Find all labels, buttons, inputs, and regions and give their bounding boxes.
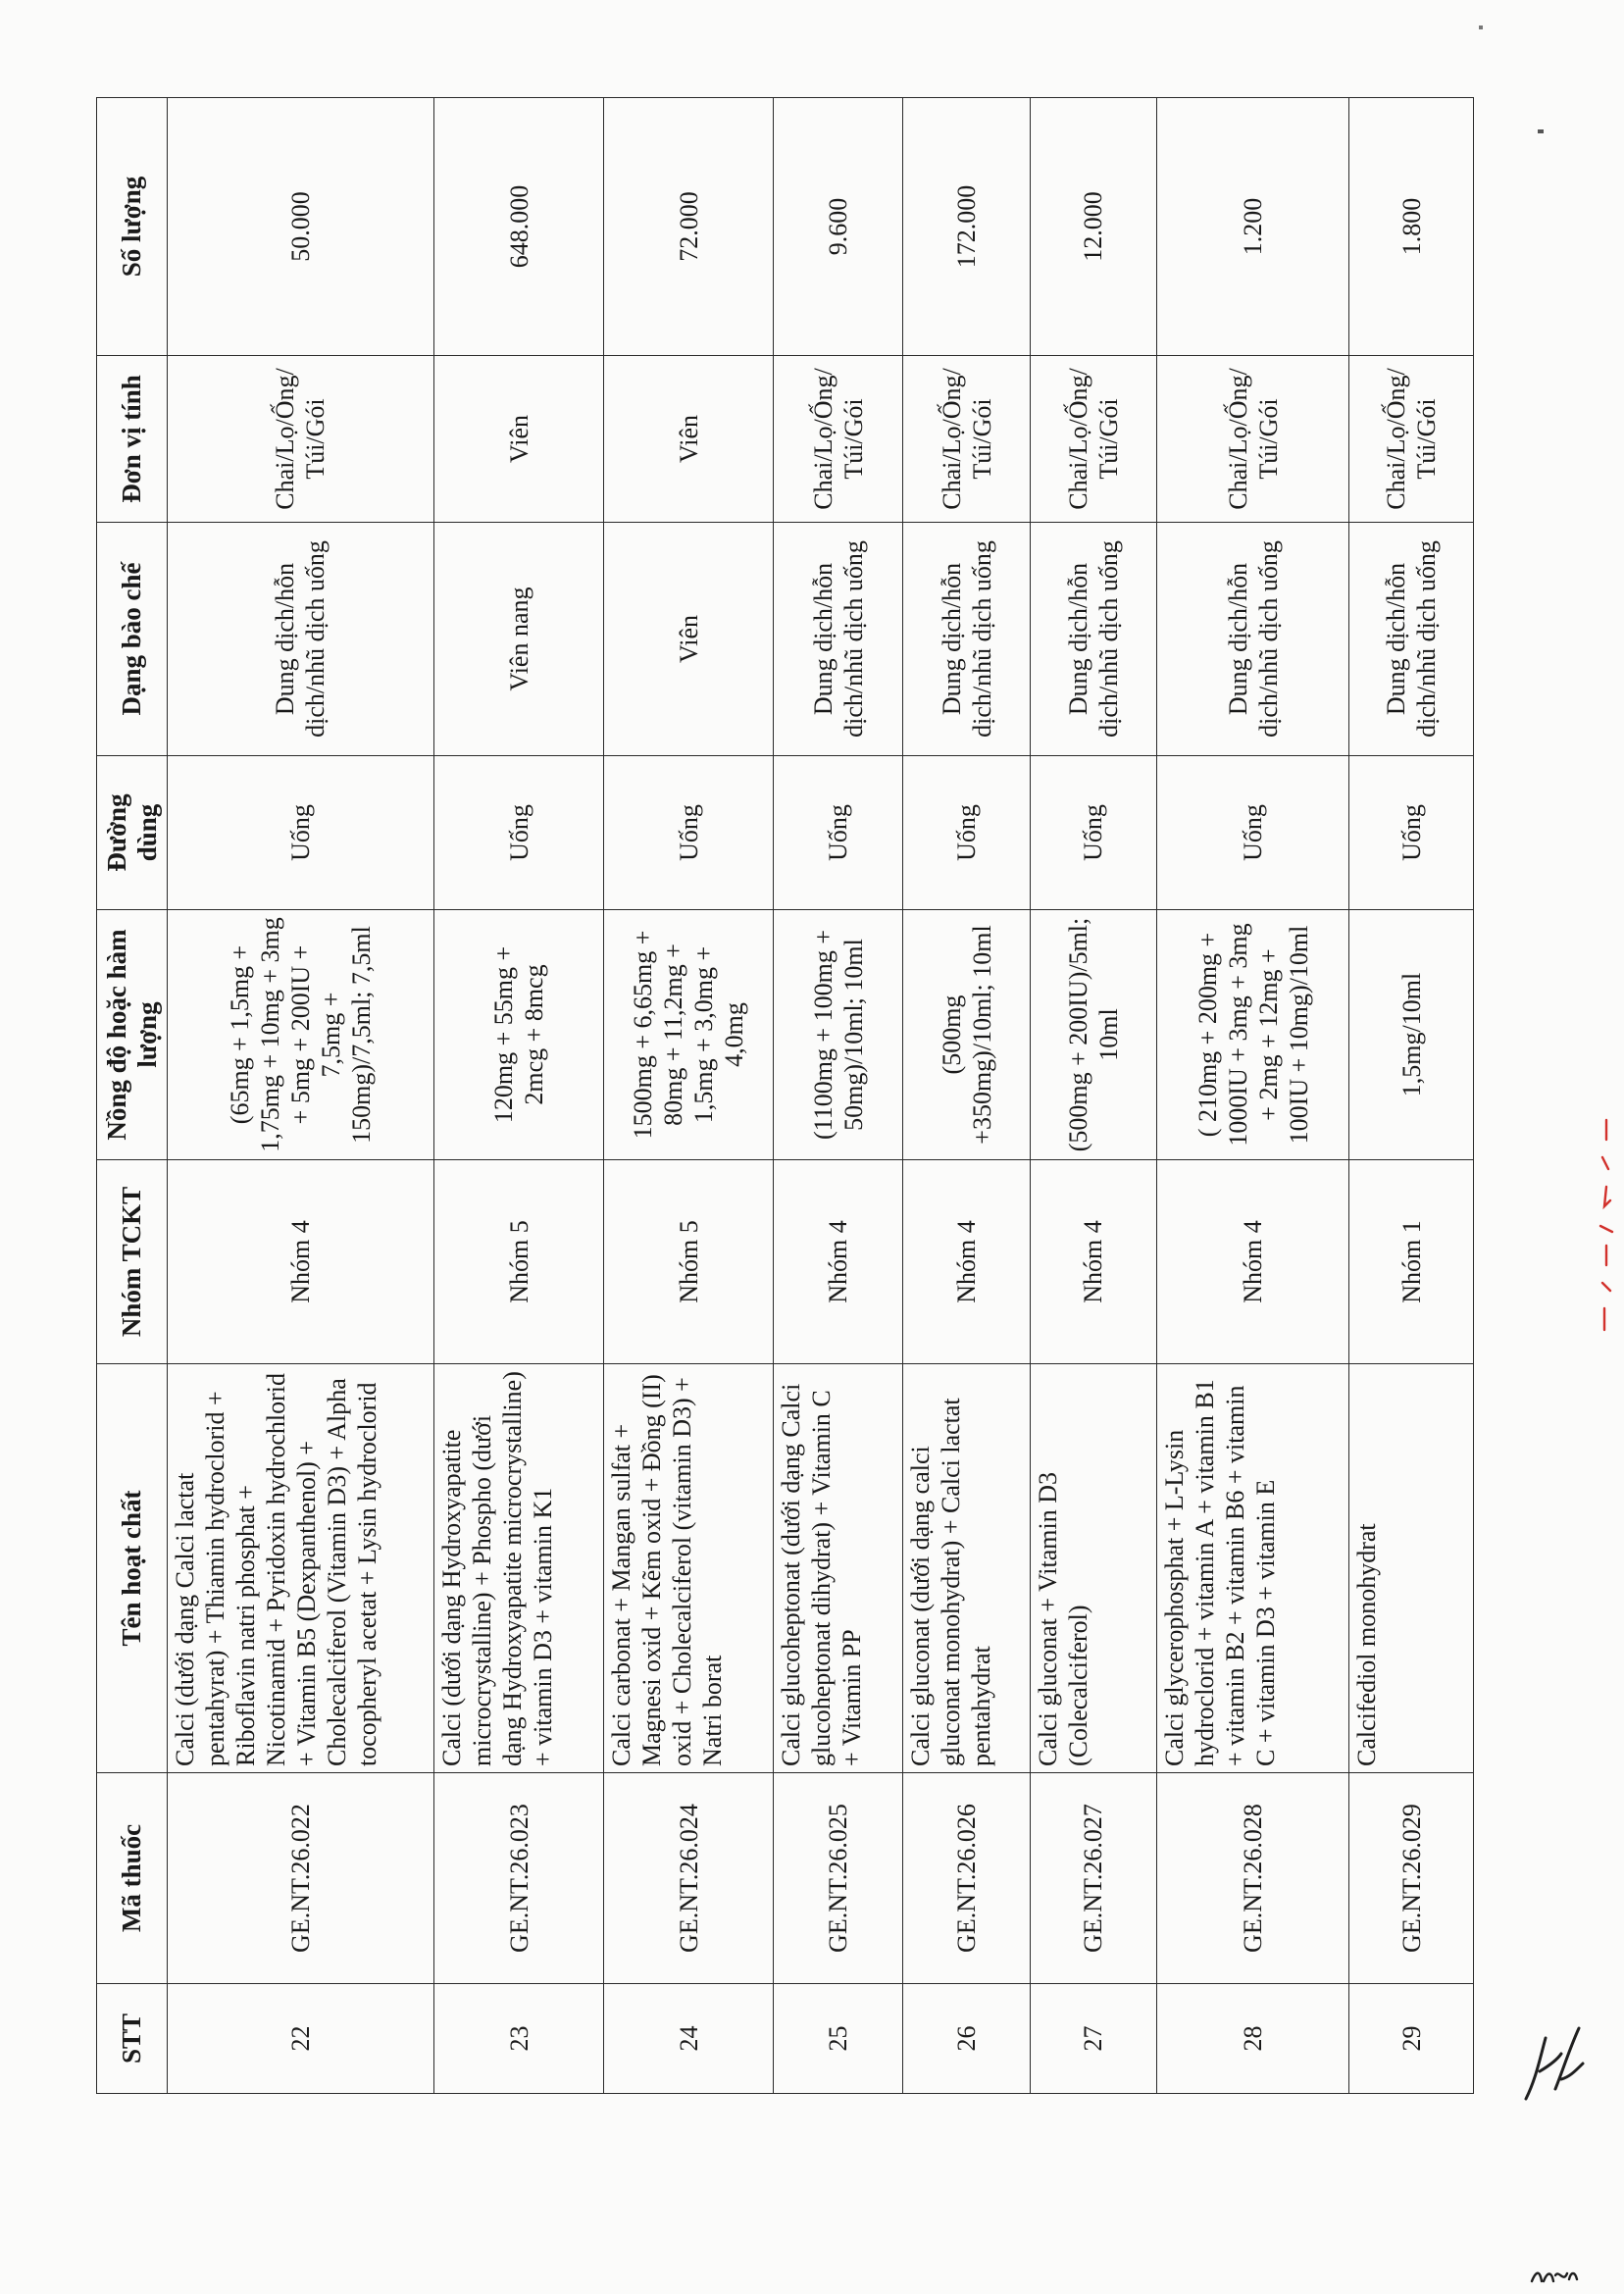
cell-qty: 1.200 <box>1156 98 1349 356</box>
cell-group: Nhóm 4 <box>774 1160 903 1364</box>
cell-group: Nhóm 4 <box>903 1160 1031 1364</box>
cell-strength: (500mg +350mg)/10ml; 10ml <box>903 910 1031 1160</box>
table-row <box>774 98 903 2094</box>
cell-group: Nhóm 4 <box>1156 1160 1349 1364</box>
cell-strength: 1,5mg/10ml <box>1349 910 1474 1160</box>
header-row <box>97 98 168 2094</box>
footer-initials <box>1530 2266 1579 2285</box>
cell-qty: 50.000 <box>168 98 434 356</box>
cell-qty: 12.000 <box>1030 98 1156 356</box>
header-route: Đường dùng <box>97 756 168 910</box>
header-form: Dạng bào chế <box>97 523 168 756</box>
header-unit: Đơn vị tính <box>97 356 168 523</box>
cell-stt: 24 <box>604 1984 774 2094</box>
cell-unit: Chai/Lọ/Ống/ Túi/Gói <box>1156 356 1349 523</box>
cell-route: Uống <box>433 756 604 910</box>
cell-strength: (1100mg + 100mg + 50mg)/10ml; 10ml <box>774 910 903 1160</box>
cell-ingredient: Calcifediol monohydrat <box>1349 1364 1474 1773</box>
cell-unit: Chai/Lọ/Ống/ Túi/Gói <box>1030 356 1156 523</box>
cell-form: Dung dịch/hỗn dịch/nhũ dịch uống <box>1156 523 1349 756</box>
cell-code: GE.NT.26.022 <box>168 1773 434 1984</box>
cell-stt: 29 <box>1349 1984 1474 2094</box>
cell-ingredient: Calci carbonat + Mangan sulfat + Magnesi oxid + Kẽm oxid + Đồng (II) oxid + Cholecalciferol (vitamin D3) + Natri borat <box>604 1364 774 1773</box>
cell-route: Uống <box>604 756 774 910</box>
cell-unit: Chai/Lọ/Ống/ Túi/Gói <box>774 356 903 523</box>
cell-route: Uống <box>774 756 903 910</box>
table-row <box>433 98 604 2094</box>
cell-ingredient: Calci glycerophosphat + L-Lysin hydroclorid + vitamin A + vitamin B1 + vitamin B2 + vitamin B6 + vitamin C + vitamin D3 + vitamin E <box>1156 1364 1349 1773</box>
cell-stt: 25 <box>774 1984 903 2094</box>
cell-form: Dung dịch/hỗn dịch/nhũ dịch uống <box>903 523 1031 756</box>
cell-code: GE.NT.26.027 <box>1030 1773 1156 1984</box>
cell-route: Uống <box>1349 756 1474 910</box>
cell-form: Dung dịch/hỗn dịch/nhũ dịch uống <box>1030 523 1156 756</box>
cell-code: GE.NT.26.028 <box>1156 1773 1349 1984</box>
cell-ingredient: Calci gluconat (dưới dạng calci gluconat monohydrat) + Calci lactat pentahydrat <box>903 1364 1031 1773</box>
cell-stt: 27 <box>1030 1984 1156 2094</box>
drug-table <box>96 97 1474 2094</box>
cell-stt: 26 <box>903 1984 1031 2094</box>
cell-code: GE.NT.26.025 <box>774 1773 903 1984</box>
header-strength: Nồng độ hoặc hàm lượng <box>97 910 168 1160</box>
cell-code: GE.NT.26.024 <box>604 1773 774 1984</box>
cell-form: Dung dịch/hỗn dịch/nhũ dịch uống <box>774 523 903 756</box>
cell-qty: 172.000 <box>903 98 1031 356</box>
cell-stt: 23 <box>433 1984 604 2094</box>
cell-form: Viên <box>604 523 774 756</box>
header-qty: Số lượng <box>97 98 168 356</box>
table-row <box>168 98 434 2094</box>
cell-ingredient: Calci (dưới dạng Calci lactat pentahyrat) + Thiamin hydroclorid + Riboflavin natri phosphat + Nicotinamid + Pyridoxin hydrochlorid + Vitamin B5 (Dexpanthenol) + Cholecalciferol (Vitamin D3) + Alpha tocopheryl acetat + Lysin hydroclorid <box>168 1364 434 1773</box>
header-stt: STT <box>97 1984 168 2094</box>
header-group: Nhóm TCKT <box>97 1160 168 1364</box>
cell-strength: (65mg + 1,5mg + 1,75mg + 10mg + 3mg + 5mg + 200IU + 7,5mg + 150mg)/7,5ml; 7,5ml <box>168 910 434 1160</box>
cell-group: Nhóm 1 <box>1349 1160 1474 1364</box>
table-row <box>1349 98 1474 2094</box>
cell-group: Nhóm 4 <box>168 1160 434 1364</box>
cell-stt: 28 <box>1156 1984 1349 2094</box>
cell-code: GE.NT.26.029 <box>1349 1773 1474 1984</box>
cell-strength: 1500mg + 6,65mg + 80mg + 11,2mg + 1,5mg + 3,0mg + 4,0mg <box>604 910 774 1160</box>
cell-route: Uống <box>168 756 434 910</box>
cell-route: Uống <box>903 756 1031 910</box>
cell-ingredient: Calci (dưới dạng Hydroxyapatite microcrystalline) + Phospho (dưới dạng Hydroxyapatite microcrystalline) + vitamin D3 + vitamin K1 <box>433 1364 604 1773</box>
cell-unit: Chai/Lọ/Ống/ Túi/Gói <box>168 356 434 523</box>
header-code: Mã thuốc <box>97 1773 168 1984</box>
cell-qty: 9.600 <box>774 98 903 356</box>
ink-speck <box>1538 129 1544 133</box>
cell-route: Uống <box>1030 756 1156 910</box>
cell-strength: (500mg + 200IU)/5ml; 10ml <box>1030 910 1156 1160</box>
cell-form: Dung dịch/hỗn dịch/nhũ dịch uống <box>1349 523 1474 756</box>
signature-initials <box>1518 2020 1589 2107</box>
cell-group: Nhóm 5 <box>604 1160 774 1364</box>
cell-qty: 72.000 <box>604 98 774 356</box>
red-margin-mark <box>1595 1118 1618 1334</box>
cell-strength: ( 210mg + 200mg + 1000IU + 3mg + 3mg + 2mg + 12mg + 100IU + 10mg)/10ml <box>1156 910 1349 1160</box>
table-row <box>1156 98 1349 2094</box>
table-row <box>604 98 774 2094</box>
cell-stt: 22 <box>168 1984 434 2094</box>
table-row <box>903 98 1031 2094</box>
cell-code: GE.NT.26.026 <box>903 1773 1031 1984</box>
cell-qty: 1.800 <box>1349 98 1474 356</box>
rotated-table-container <box>96 98 1474 2094</box>
cell-group: Nhóm 5 <box>433 1160 604 1364</box>
cell-unit: Chai/Lọ/Ống/ Túi/Gói <box>1349 356 1474 523</box>
cell-unit: Viên <box>604 356 774 523</box>
cell-route: Uống <box>1156 756 1349 910</box>
cell-ingredient: Calci glucoheptonat (dưới dạng Calci glucoheptonat dihydrat) + Vitamin C + Vitamin PP <box>774 1364 903 1773</box>
ink-speck <box>1479 25 1485 31</box>
cell-group: Nhóm 4 <box>1030 1160 1156 1364</box>
cell-qty: 648.000 <box>433 98 604 356</box>
cell-strength: 120mg + 55mg + 2mcg + 8mcg <box>433 910 604 1160</box>
table-row <box>1030 98 1156 2094</box>
cell-unit: Chai/Lọ/Ống/ Túi/Gói <box>903 356 1031 523</box>
cell-code: GE.NT.26.023 <box>433 1773 604 1984</box>
cell-unit: Viên <box>433 356 604 523</box>
cell-form: Viên nang <box>433 523 604 756</box>
header-ingredient: Tên hoạt chất <box>97 1364 168 1773</box>
cell-form: Dung dịch/hỗn dịch/nhũ dịch uống <box>168 523 434 756</box>
cell-ingredient: Calci gluconat + Vitamin D3 (Colecalciferol) <box>1030 1364 1156 1773</box>
